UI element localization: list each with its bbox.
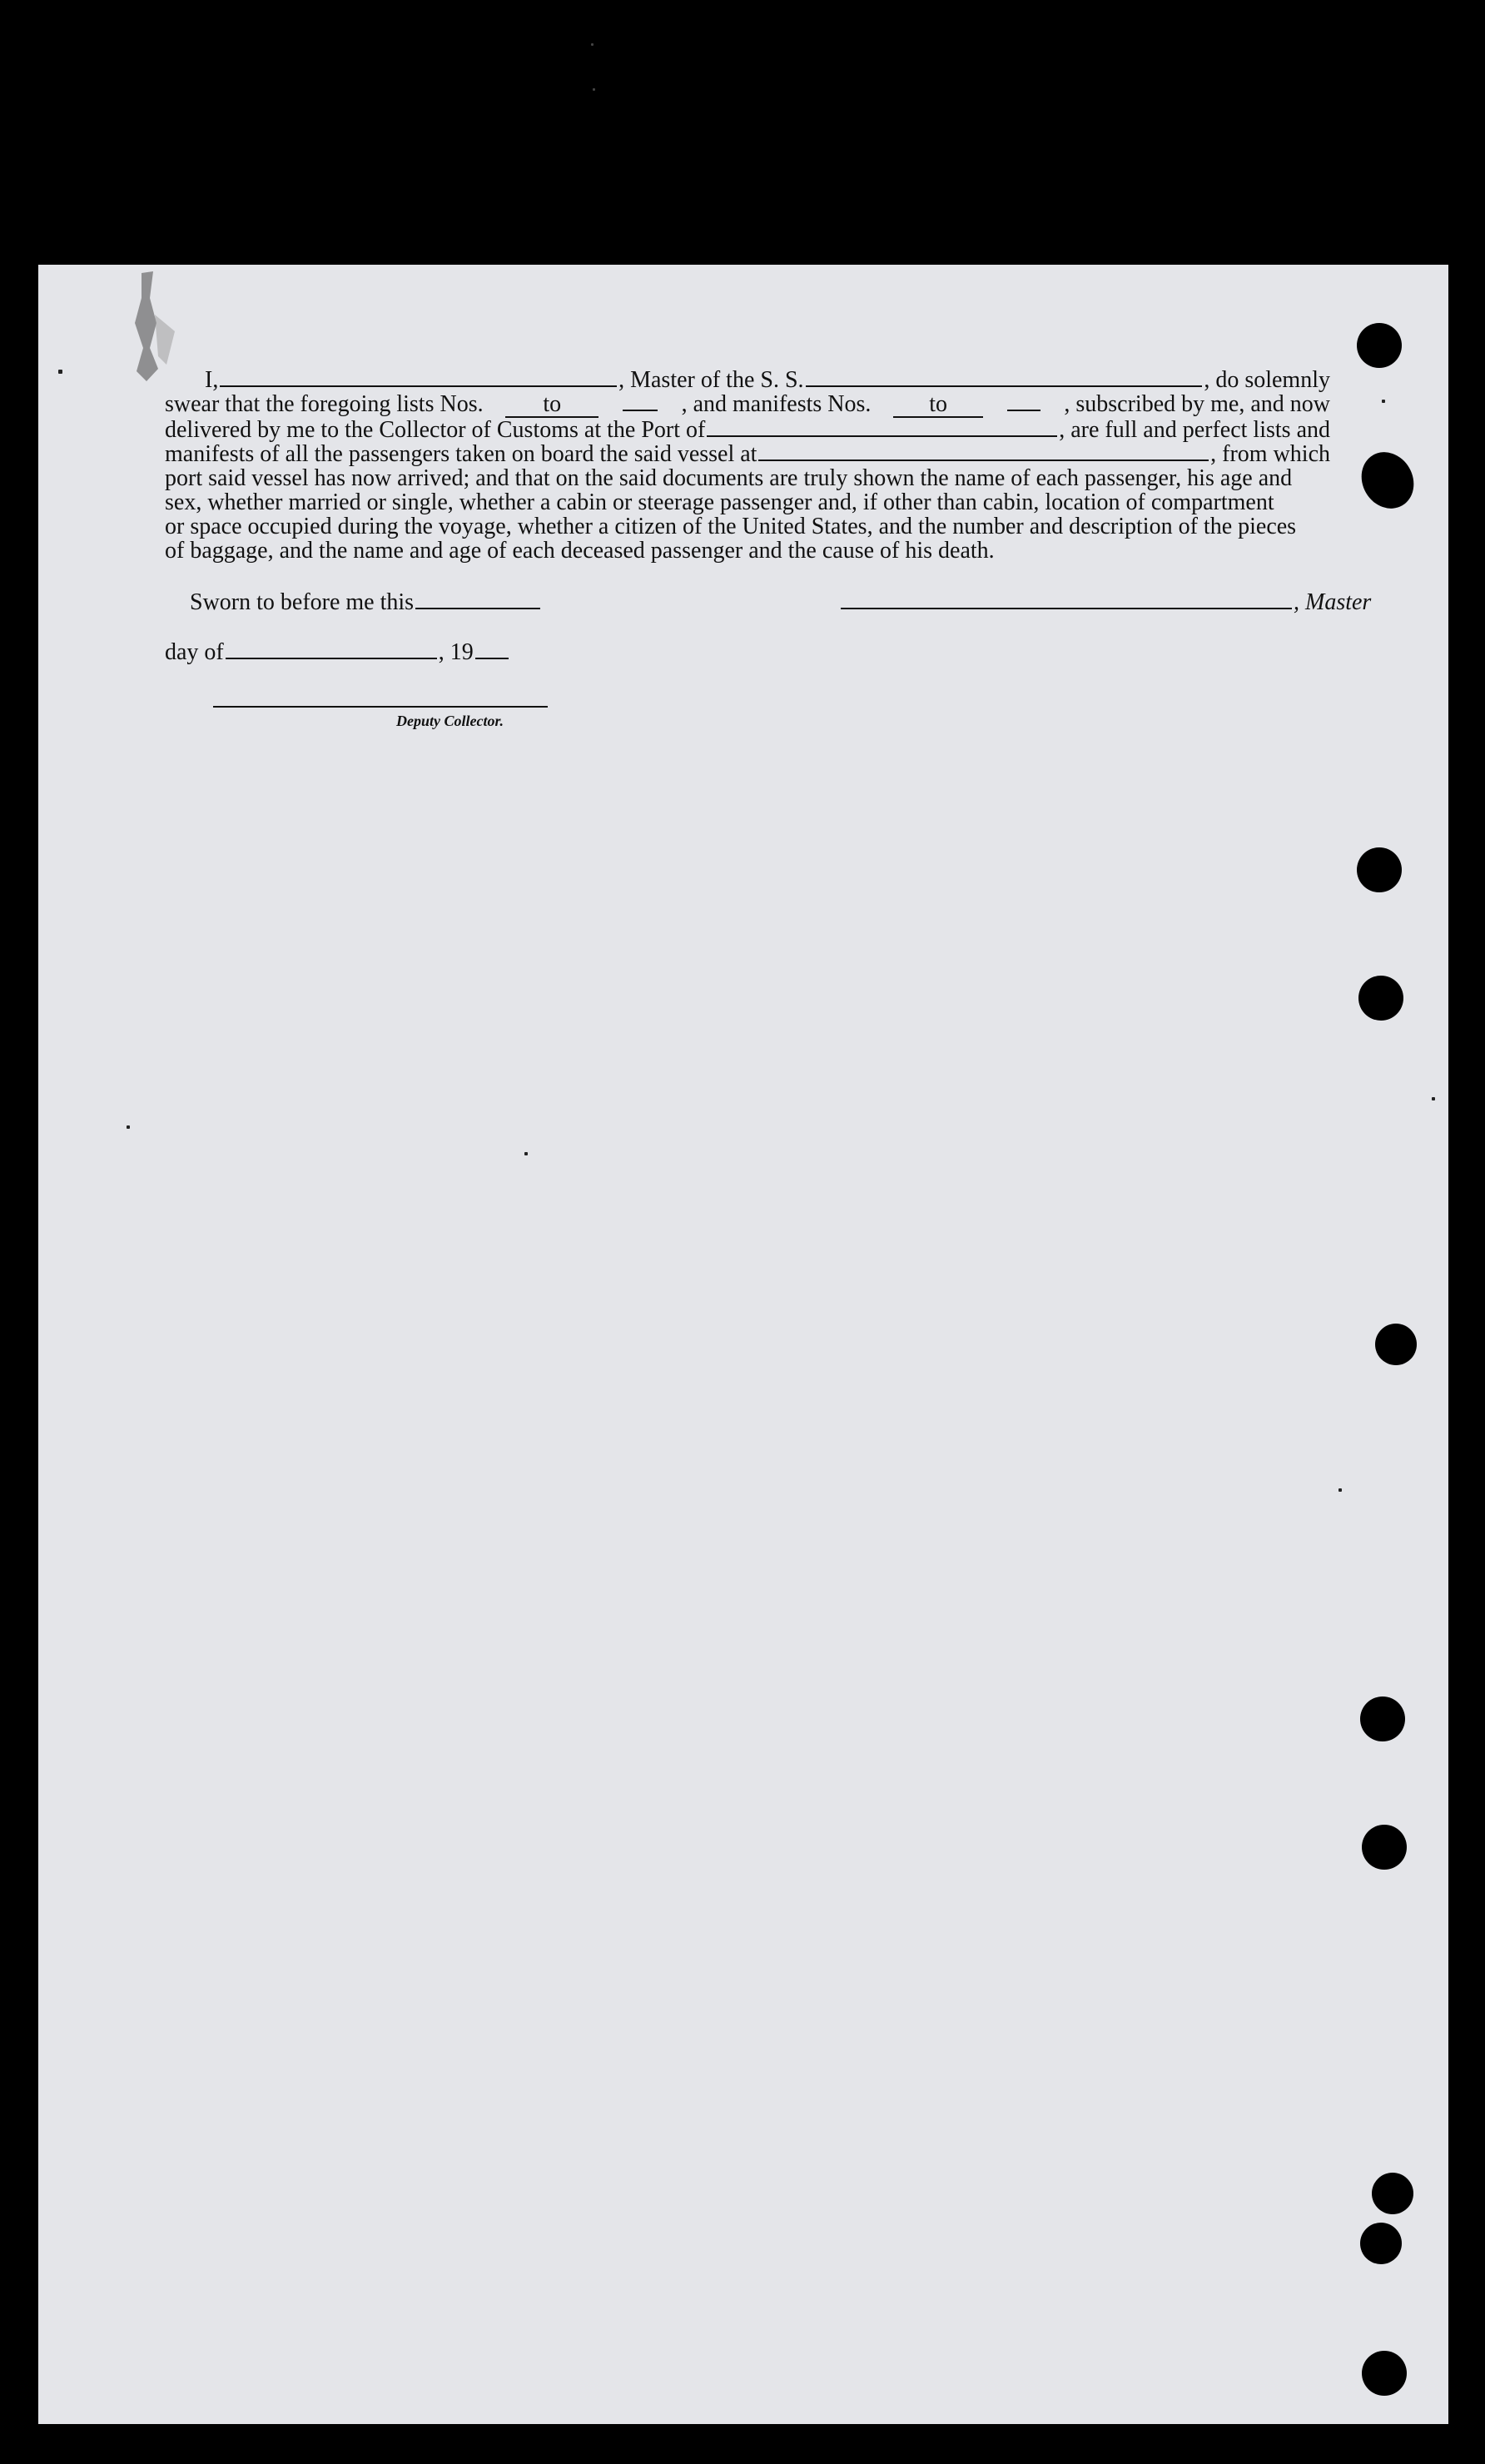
dust-speck (593, 88, 595, 91)
oath-text: , do solemnly (1204, 367, 1330, 393)
oath-paragraph (165, 368, 1330, 563)
dust-speck (1382, 400, 1385, 403)
lists-range-blank[interactable] (505, 392, 598, 418)
master-signature-line (839, 589, 1371, 616)
binder-hole (1358, 976, 1403, 1021)
binder-hole (1357, 847, 1402, 892)
master-name-blank[interactable] (220, 369, 617, 387)
dust-speck (127, 1125, 130, 1129)
oath-text: , and manifests Nos. (681, 391, 872, 417)
day-of-line (165, 639, 510, 666)
deputy-collector-signature-blank[interactable] (213, 706, 548, 708)
manifests-range-blank[interactable] (893, 392, 983, 418)
sworn-line (190, 589, 542, 616)
binder-hole (1360, 1696, 1405, 1741)
year-prefix: , 19 (438, 639, 474, 665)
oath-line-5 (165, 466, 1330, 490)
binder-hole (1357, 323, 1402, 368)
oath-text: port said vessel has now arrived; and that on the said documents are truly shown the name of each passenger, his age and (165, 465, 1293, 491)
port-blank[interactable] (707, 419, 1057, 437)
binder-hole (1372, 2173, 1413, 2214)
oath-line-8 (165, 539, 1330, 563)
master-signature-blank[interactable] (841, 591, 1292, 609)
deputy-collector-label: Deputy Collector. (396, 713, 504, 729)
binder-hole (1362, 2351, 1407, 2396)
oath-text: , subscribed by me, and now (1064, 391, 1330, 417)
oath-text: I, (205, 367, 219, 393)
oath-text: swear that the foregoing lists Nos. (165, 391, 484, 417)
lists-to-blank[interactable] (623, 393, 658, 411)
oath-text: , from which (1210, 441, 1330, 467)
manifests-to-blank[interactable] (1007, 393, 1040, 411)
oath-line-7 (165, 514, 1330, 539)
oath-text: , Master of the S. S. (618, 367, 804, 393)
day-of-label: day of (165, 639, 224, 665)
to-label: to (543, 391, 562, 417)
dust-speck (58, 370, 62, 374)
sworn-date-blank[interactable] (415, 591, 540, 609)
month-blank[interactable] (226, 641, 437, 659)
oath-text: or space occupied during the voyage, whether a citizen of the United States, and the number and description of the pieces (165, 514, 1297, 539)
oath-line-3 (165, 418, 1330, 442)
binder-hole (1375, 1324, 1417, 1365)
boarding-port-blank[interactable] (758, 443, 1209, 461)
oath-line-2 (165, 392, 1330, 418)
oath-text: sex, whether married or single, whether a cabin or steerage passenger and, if other than cabin, location of compartment (165, 489, 1274, 515)
dust-speck (591, 43, 594, 46)
oath-text: , are full and perfect lists and (1059, 417, 1330, 443)
oath-text: of baggage, and the name and age of each deceased passenger and the cause of his death. (165, 538, 995, 564)
oath-line-1 (165, 368, 1330, 392)
sworn-label: Sworn to before me this (190, 589, 415, 615)
oath-text: delivered by me to the Collector of Customs at the Port of (165, 417, 706, 443)
oath-line-6 (165, 490, 1330, 514)
binder-hole (1362, 1825, 1407, 1870)
dust-speck (1432, 1097, 1435, 1100)
to-label: to (929, 391, 947, 417)
oath-text: manifests of all the passengers taken on board the said vessel at (165, 441, 757, 467)
oath-line-4 (165, 442, 1330, 466)
dust-speck (1338, 1488, 1342, 1492)
binder-hole (1360, 2223, 1402, 2264)
dust-speck (524, 1152, 528, 1155)
year-blank[interactable] (475, 641, 509, 659)
master-label: , Master (1294, 589, 1372, 615)
vessel-name-blank[interactable] (806, 369, 1203, 387)
